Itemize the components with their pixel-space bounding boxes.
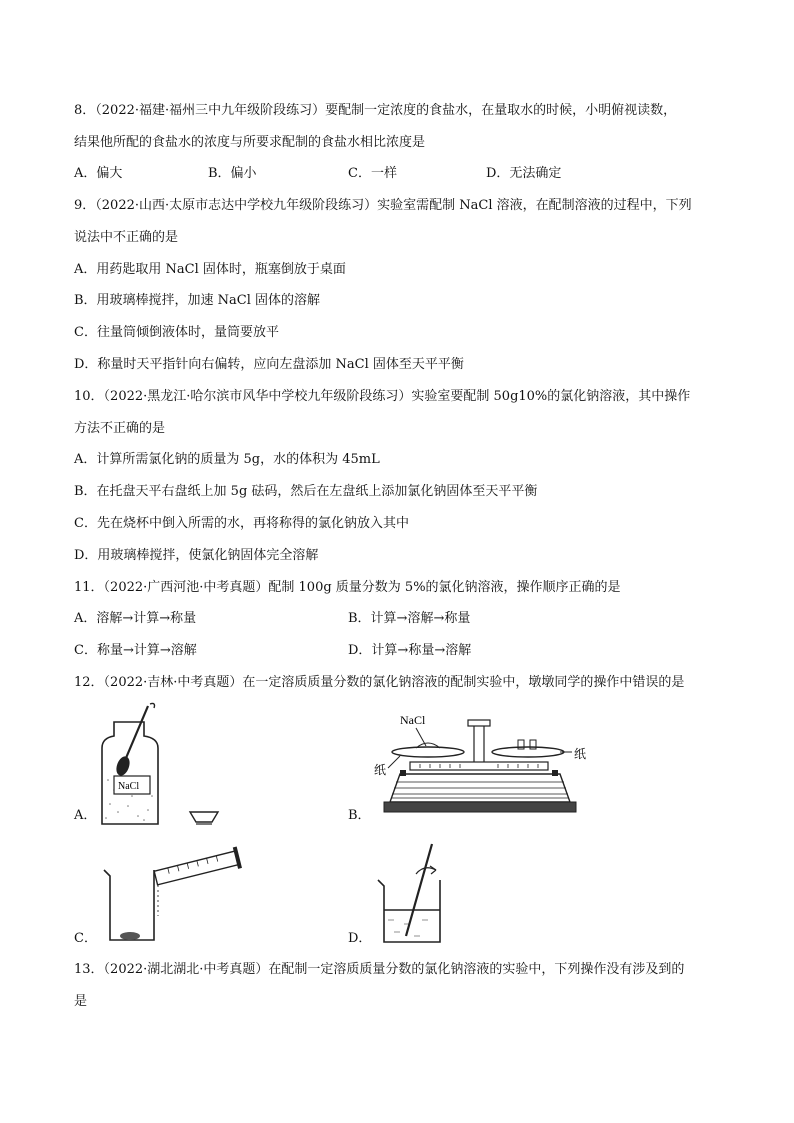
- figure-c-pouring: [100, 856, 250, 946]
- q10-option-b: B．在托盘天平右盘纸上加 5g 砝码，然后在左盘纸上添加氯化钠固体至天平平衡: [74, 484, 538, 499]
- q9-option-d: D．称量时天平指针向右偏转，应向左盘添加 NaCl 固体至天平平衡: [74, 357, 464, 372]
- q12-stem: 12．（2022·吉林·中考真题）在一定溶质质量分数的氯化钠溶液的配制实验中，墩墩同学的操作中错误的是: [74, 675, 685, 690]
- q8-option-a: A．偏大: [74, 166, 123, 181]
- q9-stem-line1: 9．（2022·山西·太原市志达中学校九年级阶段练习）实验室需配制 NaCl 溶液，在配制溶液的过程中，下列: [74, 198, 692, 213]
- q13-stem-line1: 13．（2022·湖北湖北·中考真题）在配制一定溶质质量分数的氯化钠溶液的实验中，下列操作没有涉及到的: [74, 962, 685, 977]
- figure-b-balance: [370, 706, 590, 826]
- q10-stem-line1: 10．（2022·黑龙江·哈尔滨市风华中学校九年级阶段练习）实验室要配制 50g10%的氯化钠溶液，其中操作: [74, 389, 691, 404]
- q11-option-a: A．溶解→计算→称量: [74, 611, 197, 626]
- q9-option-b: B．用玻璃棒搅拌，加速 NaCl 固体的溶解: [74, 293, 321, 308]
- q11-option-d: D．计算→称量→溶解: [348, 643, 472, 658]
- figure-b-left-paper: 纸: [374, 763, 387, 777]
- figure-a-reagent-bottle: [92, 700, 272, 830]
- q12-label-c: C．: [74, 931, 97, 946]
- q8-option-c: C．一样: [348, 166, 397, 181]
- q11-stem: 11．（2022·广西河池·中考真题）配制 100g 质量分数为 5%的氯化钠溶液，操作顺序正确的是: [74, 580, 621, 595]
- figure-b-right-paper: 纸: [574, 747, 587, 761]
- q12-label-d: D．: [348, 931, 372, 946]
- q9-option-a: A．用药匙取用 NaCl 固体时，瓶塞倒放于桌面: [74, 262, 346, 277]
- q10-option-d: D．用玻璃棒搅拌，使氯化钠固体完全溶解: [74, 548, 319, 563]
- q8-option-d: D．无法确定: [486, 166, 562, 181]
- q11-option-b: B．计算→溶解→称量: [348, 611, 471, 626]
- q9-option-c: C．往量筒倾倒液体时，量筒要放平: [74, 325, 279, 340]
- q8-stem-line1: 8．（2022·福建·福州三中九年级阶段练习）要配制一定浓度的食盐水，在量取水的时候，小明俯视读数，: [74, 103, 677, 118]
- q11-option-c: C．称量→计算→溶解: [74, 643, 197, 658]
- q13-stem-line2: 是: [74, 994, 88, 1009]
- figure-d-stirring: [374, 840, 464, 946]
- q8-option-b: B．偏小: [208, 166, 257, 181]
- q10-option-a: A．计算所需氯化钠的质量为 5g，水的体积为 45mL: [74, 452, 380, 467]
- q10-option-c: C．先在烧杯中倒入所需的水，再将称得的氯化钠放入其中: [74, 516, 409, 531]
- figure-a-label: NaCl: [118, 781, 140, 792]
- figure-b-nacl-label: NaCl: [400, 713, 426, 727]
- q12-label-b: B．: [348, 808, 371, 823]
- q8-stem-line2: 结果他所配的食盐水的浓度与所要求配制的食盐水相比浓度是: [74, 135, 426, 150]
- q12-label-a: A．: [74, 808, 97, 823]
- q10-stem-line2: 方法不正确的是: [74, 421, 166, 436]
- q9-stem-line2: 说法中不正确的是: [74, 230, 179, 245]
